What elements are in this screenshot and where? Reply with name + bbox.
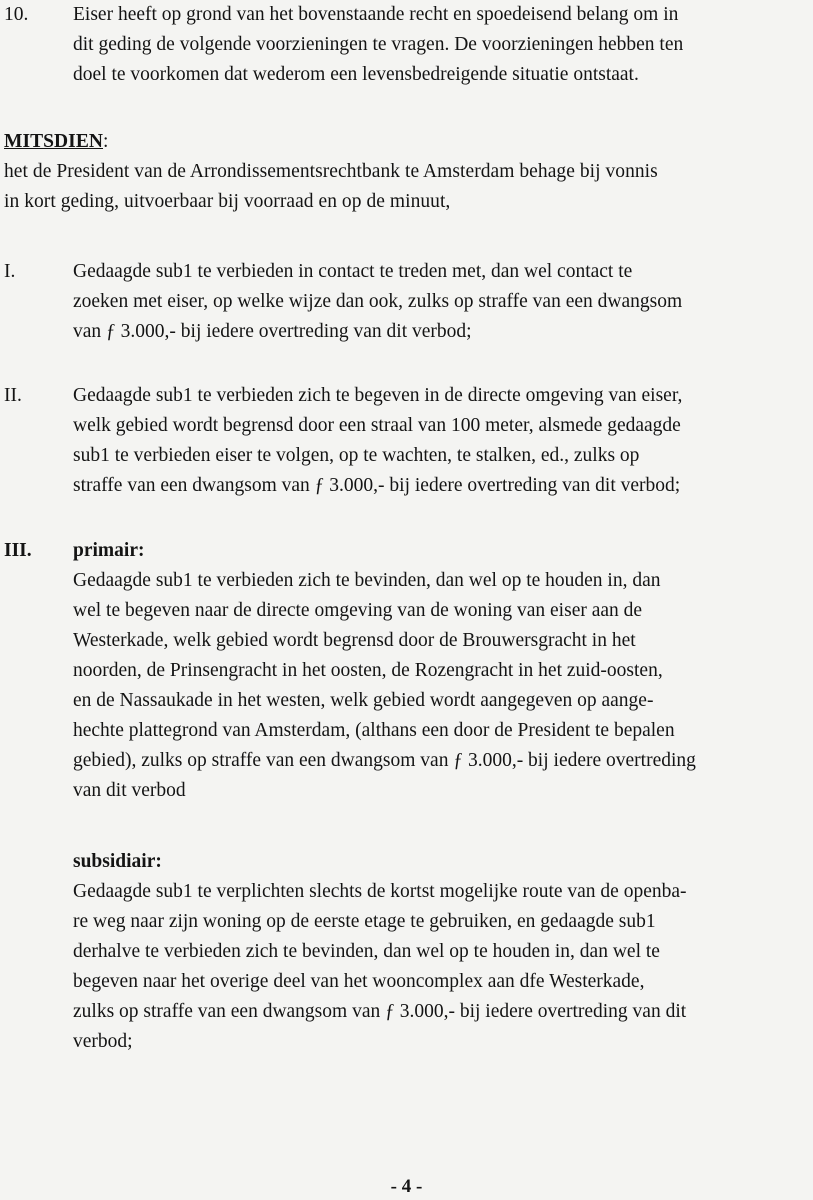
text-line: re weg naar zijn woning op de eerste etage te gebruiken, en gedaagde sub1 [73,911,656,932]
text-line: Gedaagde sub1 te verbieden zich te bevinden, dan wel op te houden in, dan [73,570,661,591]
text-line: derhalve te verbieden zich te bevinden, dan wel op te houden in, dan wel te [73,941,660,962]
item-3-primair [73,536,803,806]
text-line: verbod; [73,1031,133,1052]
text-line: noorden, de Prinsengracht in het oosten, de Rozengracht in het zuid-oosten, [73,660,663,681]
text-line: welk gebied wordt begrensd door een straal van 100 meter, alsmede gedaagde [73,415,681,436]
text-line: en de Nassaukade in het westen, welk gebied wordt aangegeven op aange- [73,690,654,711]
item-number: I. [4,261,16,282]
text-line: Gedaagde sub1 te verplichten slechts de kortst mogelijke route van de openba- [73,881,687,902]
item-number: III. [4,540,32,561]
text-line: Eiser heeft op grond van het bovenstaande recht en spoedeisend belang om in [73,4,679,25]
text-line: Gedaagde sub1 te verbieden in contact te treden met, dan wel contact te [73,261,633,282]
text-line: zoeken met eiser, op welke wijze dan ook, zulks op straffe van een dwangsom [73,291,683,312]
mitsdien-heading-line [4,127,804,157]
item-number: II. [4,385,22,406]
text-line: Gedaagde sub1 te verbieden zich te begeven in de directe omgeving van eiser, [73,385,683,406]
text-line: wel te begeven naar de directe omgeving van de woning van eiser aan de [73,600,643,621]
paragraph-10 [73,0,803,90]
text-line: begeven naar het overige deel van het wooncomplex aan dfe Westerkade, [73,971,645,992]
primair-heading: primair: [73,540,145,561]
text-line: gebied), zulks op straffe van een dwangsom van ƒ 3.000,- bij iedere overtreding [73,750,696,771]
text-line: hechte plattegrond van Amsterdam, (althans een door de President te bepalen [73,720,675,741]
page-number: - 4 - [390,1176,423,1197]
text-line: zulks op straffe van een dwangsom van ƒ 3.000,- bij iedere overtreding van dit [73,1001,687,1022]
text-line: sub1 te verbieden eiser te volgen, op te wachten, te stalken, ed., zulks op [73,445,640,466]
text-line: Westerkade, welk gebied wordt begrensd door de Brouwersgracht in het [73,630,636,651]
mitsdien-heading: MITSDIEN [4,131,104,152]
text-line: van ƒ 3.000,- bij iedere overtreding van dit verbod; [73,321,472,342]
text-line: dit geding de volgende voorzieningen te vragen. De voorzieningen hebben ten [73,34,684,55]
text-line: in kort geding, uitvoerbaar bij voorraad en op de minuut, [4,191,451,212]
heading-colon: : [103,131,109,152]
item-1 [73,257,803,347]
text-line: het de President van de Arrondissementsrechtbank te Amsterdam behage bij vonnis [4,161,658,182]
paragraph-number: 10. [4,4,29,25]
mitsdien-section [4,127,804,217]
subsidiair-heading: subsidiair: [73,851,162,872]
text-line: doel te voorkomen dat wederom een levensbedreigende situatie ontstaat. [73,64,639,85]
item-2 [73,381,803,501]
item-3-subsidiair [73,847,803,1057]
text-line: van dit verbod [73,780,186,801]
text-line: straffe van een dwangsom van ƒ 3.000,- bij iedere overtreding van dit verbod; [73,475,681,496]
